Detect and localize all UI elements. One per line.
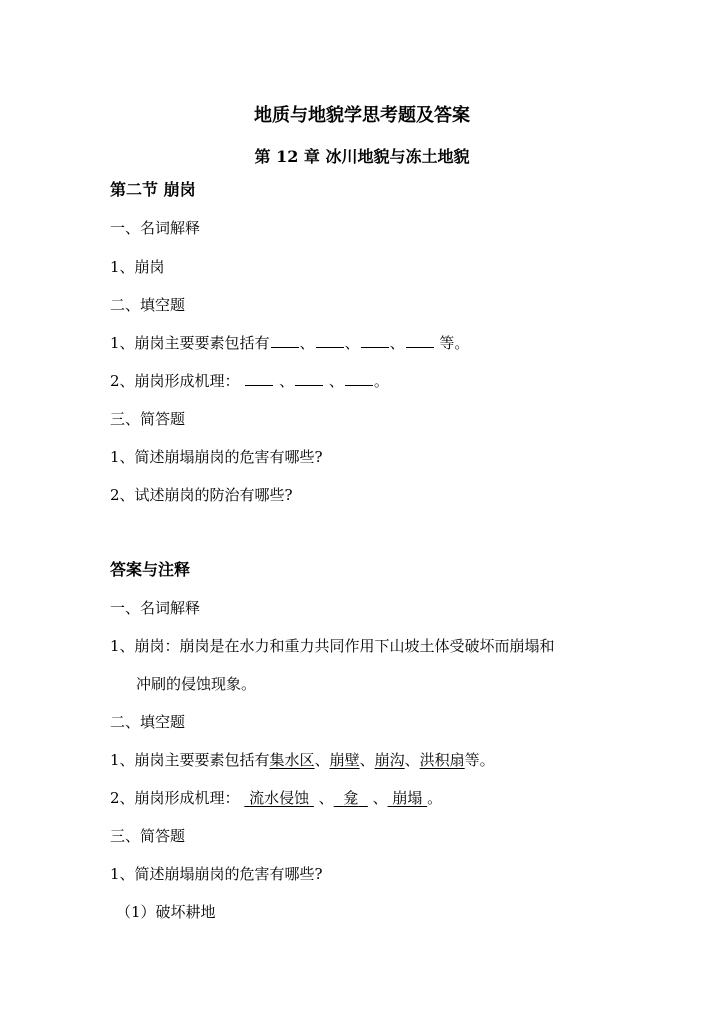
q-part1-heading: 一、名词解释 xyxy=(110,219,201,237)
answer-item: 流水侵蚀 xyxy=(249,789,310,807)
answer-item: 崩沟 xyxy=(374,751,405,769)
a-fill-1-prefix: 1、崩岗主要要素包括有 xyxy=(110,751,270,769)
q-definition-1: 1、崩岗 xyxy=(110,258,165,276)
a-part1-heading: 一、名词解释 xyxy=(110,599,201,617)
q-fill-2-suffix: 。 xyxy=(373,372,389,390)
a-fill-2-suffix: 。 xyxy=(427,789,443,807)
a-part3-heading: 三、简答题 xyxy=(110,827,186,845)
a-fill-1: 1、崩岗主要要素包括有集水区、崩壁、崩沟、洪积扇等。 xyxy=(110,751,495,769)
q-fill-2-prefix: 2、崩岗形成机理： xyxy=(110,372,240,390)
a-fill-2-prefix: 2、崩岗形成机理： xyxy=(110,789,240,807)
q-short-2: 2、试述崩岗的防治有哪些? xyxy=(110,486,293,504)
a-fill-1-suffix: 等。 xyxy=(464,751,495,769)
q-fill-2: 2、崩岗形成机理： 、 、 。 xyxy=(110,372,389,390)
q-part2-heading: 二、填空题 xyxy=(110,296,186,314)
a-fill-2: 2、崩岗形成机理： 流水侵蚀 、 龛 、 崩塌 。 xyxy=(110,789,443,807)
blank-line xyxy=(245,371,273,386)
blank-line xyxy=(316,333,344,348)
document-title: 地质与地貌学思考题及答案 xyxy=(254,105,470,126)
a-short-1: 1、简述崩塌崩岗的危害有哪些? xyxy=(110,865,323,883)
blank-line xyxy=(295,371,323,386)
q-part3-heading: 三、简答题 xyxy=(110,410,186,428)
answer-item: 崩塌 xyxy=(392,789,423,807)
blank-line xyxy=(406,333,434,348)
section-heading: 第二节 崩岗 xyxy=(110,180,196,199)
a-part2-heading: 二、填空题 xyxy=(110,713,186,731)
a-definition-1-line2: 冲刷的侵蚀现象。 xyxy=(136,675,257,693)
answer-item: 洪积扇 xyxy=(419,751,465,769)
q-fill-1-prefix: 1、崩岗主要要素包括有 xyxy=(110,334,270,352)
answer-item: 龛 xyxy=(343,789,359,807)
chapter-title: 第 12 章 冰川地貌与冻土地貌 xyxy=(254,147,470,166)
q-fill-1-suffix: 等。 xyxy=(439,334,470,352)
answer-item: 崩壁 xyxy=(329,751,360,769)
a-list-item-1: （1）破坏耕地 xyxy=(116,903,216,921)
blank-line xyxy=(271,333,299,348)
a-definition-1-line1: 1、崩岗：崩岗是在水力和重力共同作用下山坡土体受破坏而崩塌和 xyxy=(110,637,555,655)
q-fill-1: 1、崩岗主要要素包括有 、 、 、 等。 xyxy=(110,334,470,352)
blank-line xyxy=(361,333,389,348)
blank-line xyxy=(345,371,373,386)
answers-heading: 答案与注释 xyxy=(110,560,191,579)
answer-item: 集水区 xyxy=(269,751,315,769)
q-short-1: 1、简述崩塌崩岗的危害有哪些? xyxy=(110,448,323,466)
